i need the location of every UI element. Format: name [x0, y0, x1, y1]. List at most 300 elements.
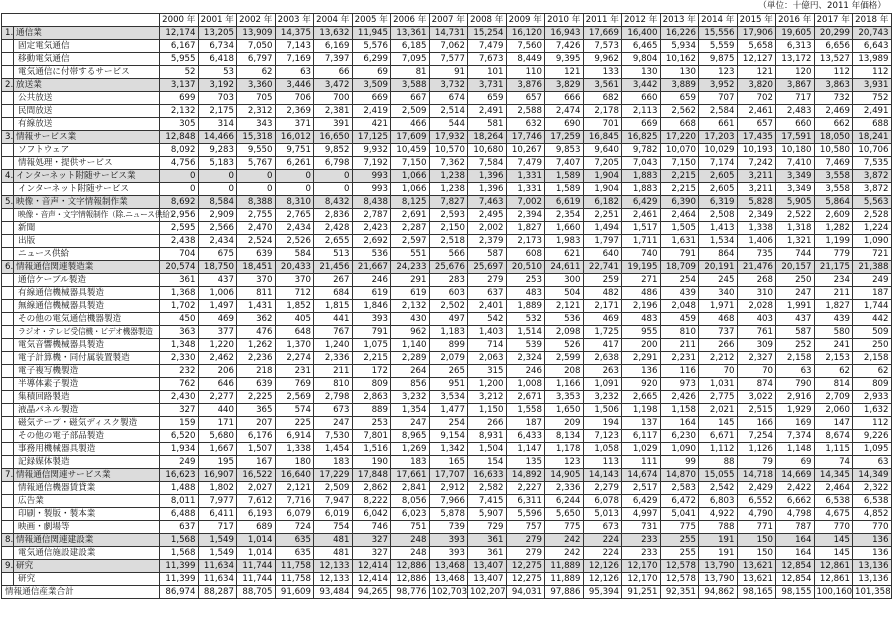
- table-row: [2, 222, 892, 235]
- value-cell: 13,909: [237, 27, 276, 40]
- value-cell: 365: [237, 404, 276, 417]
- value-cell: 6,798: [314, 157, 353, 170]
- value-cell: 587: [468, 248, 507, 261]
- value-cell: 12,578: [660, 560, 699, 573]
- value-cell: 955: [622, 326, 661, 339]
- value-cell: 2,584: [699, 105, 738, 118]
- value-cell: 154: [468, 456, 507, 469]
- value-cell: 3,349: [776, 183, 815, 196]
- value-cell: 1,632: [853, 404, 892, 417]
- value-cell: 2,225: [237, 391, 276, 404]
- value-cell: 4,798: [776, 508, 815, 521]
- row-label: ニュース供給: [14, 248, 160, 261]
- value-cell: 2,599: [545, 352, 584, 365]
- year-header: 2011 年: [583, 14, 622, 27]
- value-cell: 7,426: [545, 40, 584, 53]
- value-cell: 3,212: [468, 391, 507, 404]
- value-cell: 363: [160, 326, 199, 339]
- category-row: [2, 131, 892, 144]
- value-cell: 1,883: [622, 183, 661, 196]
- value-cell: 2,542: [699, 482, 738, 495]
- value-cell: 657: [506, 92, 545, 105]
- row-label: インターネット附随サービス: [14, 183, 160, 196]
- value-cell: 5,934: [660, 40, 699, 53]
- value-cell: 22,741: [583, 261, 622, 274]
- value-cell: 164: [776, 547, 815, 560]
- value-cell: 1,321: [776, 235, 815, 248]
- value-cell: 13,989: [853, 53, 892, 66]
- value-cell: 2,474: [545, 105, 584, 118]
- value-cell: 164: [660, 417, 699, 430]
- value-cell: 7,174: [699, 157, 738, 170]
- value-cell: 1,934: [160, 443, 199, 456]
- value-cell: 241: [814, 339, 853, 352]
- row-index: [2, 313, 14, 326]
- table-row: [2, 248, 892, 261]
- value-cell: 5,828: [737, 196, 776, 209]
- value-cell: 705: [237, 92, 276, 105]
- value-cell: 6,313: [776, 40, 815, 53]
- value-cell: 7,827: [429, 196, 468, 209]
- value-cell: 1,406: [737, 235, 776, 248]
- value-cell: 166: [737, 417, 776, 430]
- value-cell: 779: [814, 248, 853, 261]
- value-cell: 731: [622, 521, 661, 534]
- value-cell: 469: [583, 313, 622, 326]
- value-cell: 717: [776, 92, 815, 105]
- value-cell: 6,244: [545, 495, 584, 508]
- value-cell: 2,583: [660, 482, 699, 495]
- value-cell: 962: [391, 326, 430, 339]
- value-cell: 6,538: [853, 495, 892, 508]
- value-cell: 110: [506, 66, 545, 79]
- value-cell: 24,611: [545, 261, 584, 274]
- value-cell: 7,169: [275, 53, 314, 66]
- value-cell: 3,442: [622, 79, 661, 92]
- value-cell: 62: [853, 365, 892, 378]
- value-cell: 7,242: [737, 157, 776, 170]
- value-cell: 211: [314, 365, 353, 378]
- value-cell: 13,407: [468, 573, 507, 586]
- value-cell: 889: [352, 404, 391, 417]
- value-cell: 469: [198, 313, 237, 326]
- value-cell: 218: [237, 365, 276, 378]
- row-label: ラジオ・テレビ受信機・ビデオ機器製造: [14, 326, 160, 339]
- value-cell: 1,514: [506, 326, 545, 339]
- row-label: 電気音響機械器具製造: [14, 339, 160, 352]
- table-row: [2, 482, 892, 495]
- value-cell: 70: [737, 365, 776, 378]
- row-index: 5.: [2, 196, 14, 209]
- value-cell: 18,750: [198, 261, 237, 274]
- value-cell: 751: [391, 521, 430, 534]
- value-cell: 5,878: [429, 508, 468, 521]
- value-cell: 689: [237, 521, 276, 534]
- value-cell: 2,060: [814, 404, 853, 417]
- row-index: [2, 365, 14, 378]
- value-cell: 113: [583, 456, 622, 469]
- value-cell: 544: [429, 118, 468, 131]
- value-cell: 1,075: [352, 339, 391, 352]
- value-cell: 1,008: [506, 378, 545, 391]
- value-cell: 587: [776, 326, 815, 339]
- value-cell: 136: [853, 534, 892, 547]
- row-index: [2, 92, 14, 105]
- value-cell: 2,514: [429, 105, 468, 118]
- value-cell: 120: [776, 66, 815, 79]
- value-cell: 417: [583, 339, 622, 352]
- value-cell: 16,640: [275, 469, 314, 482]
- table-row: [2, 300, 892, 313]
- row-label: 研究: [14, 573, 160, 586]
- value-cell: 1,095: [853, 443, 892, 456]
- value-cell: 483: [622, 313, 661, 326]
- value-cell: 673: [583, 521, 622, 534]
- value-cell: 1,238: [429, 170, 468, 183]
- value-cell: 9,226: [853, 430, 892, 443]
- value-cell: 268: [737, 274, 776, 287]
- value-cell: 102,703: [429, 586, 468, 599]
- value-cell: 1,516: [352, 443, 391, 456]
- row-index: 8.: [2, 534, 14, 547]
- value-cell: 584: [275, 248, 314, 261]
- value-cell: 17,906: [737, 27, 776, 40]
- value-cell: 279: [506, 547, 545, 560]
- row-index: [2, 300, 14, 313]
- value-cell: 482: [583, 287, 622, 300]
- value-cell: 7,123: [583, 430, 622, 443]
- value-cell: 11,634: [198, 560, 237, 573]
- value-cell: 2,098: [545, 326, 584, 339]
- value-cell: 377: [198, 326, 237, 339]
- row-index: [2, 40, 14, 53]
- value-cell: 7,977: [198, 495, 237, 508]
- value-cell: 2,593: [429, 209, 468, 222]
- value-cell: 2,175: [198, 105, 237, 118]
- value-cell: 536: [352, 248, 391, 261]
- value-cell: 6,411: [198, 508, 237, 521]
- value-cell: 2,132: [391, 300, 430, 313]
- value-cell: 8,125: [391, 196, 430, 209]
- value-cell: 267: [314, 274, 353, 287]
- value-cell: 300: [545, 274, 584, 287]
- value-cell: 0: [237, 170, 276, 183]
- value-cell: 99: [660, 456, 699, 469]
- value-cell: 1,488: [160, 482, 199, 495]
- value-cell: 266: [468, 417, 507, 430]
- value-cell: 150: [737, 547, 776, 560]
- value-cell: 6,078: [583, 495, 622, 508]
- value-cell: 2,158: [776, 352, 815, 365]
- table-row: [2, 573, 892, 586]
- value-cell: 13,407: [468, 560, 507, 573]
- row-index: [2, 404, 14, 417]
- category-row: [2, 560, 892, 573]
- value-cell: 5,013: [583, 508, 622, 521]
- value-cell: 1,904: [583, 170, 622, 183]
- value-cell: 660: [622, 92, 661, 105]
- value-cell: 17,609: [391, 131, 430, 144]
- value-cell: 5,680: [198, 430, 237, 443]
- value-cell: 291: [391, 274, 430, 287]
- value-cell: 729: [468, 521, 507, 534]
- value-cell: 6,176: [237, 430, 276, 443]
- value-cell: 20,743: [853, 27, 892, 40]
- row-index: [2, 66, 14, 79]
- value-cell: 2,227: [506, 482, 545, 495]
- value-cell: 8,092: [160, 144, 199, 157]
- table-row: [2, 352, 892, 365]
- value-cell: 20,191: [699, 261, 738, 274]
- value-cell: 874: [737, 378, 776, 391]
- value-cell: 3,876: [506, 79, 545, 92]
- table-row: [2, 53, 892, 66]
- value-cell: 809: [352, 378, 391, 391]
- value-cell: 7,801: [352, 430, 391, 443]
- value-cell: 13,632: [314, 27, 353, 40]
- value-cell: 1,504: [468, 443, 507, 456]
- value-cell: 253: [352, 417, 391, 430]
- value-cell: 2,336: [545, 482, 584, 495]
- value-cell: 62: [237, 66, 276, 79]
- value-cell: 536: [545, 313, 584, 326]
- value-cell: 619: [391, 287, 430, 300]
- value-cell: 2,528: [853, 209, 892, 222]
- value-cell: 81: [391, 66, 430, 79]
- value-cell: 62: [814, 365, 853, 378]
- value-cell: 1,240: [314, 339, 353, 352]
- value-cell: 14,870: [660, 469, 699, 482]
- value-cell: 639: [237, 248, 276, 261]
- value-cell: 16,907: [198, 469, 237, 482]
- value-cell: 314: [198, 118, 237, 131]
- value-cell: 25,697: [468, 261, 507, 274]
- row-index: 3.: [2, 131, 14, 144]
- value-cell: 20,574: [160, 261, 199, 274]
- value-cell: 17,932: [429, 131, 468, 144]
- value-cell: 2,171: [583, 300, 622, 313]
- value-cell: 674: [429, 92, 468, 105]
- value-cell: 232: [160, 365, 199, 378]
- value-cell: 788: [699, 521, 738, 534]
- year-header: 2006 年: [391, 14, 430, 27]
- value-cell: 1,744: [853, 300, 892, 313]
- value-cell: 2,274: [275, 352, 314, 365]
- row-label: 映画・劇場等: [14, 521, 160, 534]
- value-cell: 6,433: [506, 430, 545, 443]
- value-cell: 20,299: [814, 27, 853, 40]
- row-label: 無線通信機械器具製造: [14, 300, 160, 313]
- value-cell: 3,872: [853, 183, 892, 196]
- table-row: [2, 118, 892, 131]
- value-cell: 66: [314, 66, 353, 79]
- value-cell: 130: [622, 66, 661, 79]
- value-cell: 310: [737, 287, 776, 300]
- value-cell: 1,983: [545, 235, 584, 248]
- row-label: 集積回路製造: [14, 391, 160, 404]
- value-cell: 7,043: [622, 157, 661, 170]
- table-row: [2, 144, 892, 157]
- value-cell: 1,354: [391, 404, 430, 417]
- value-cell: 3,349: [776, 170, 815, 183]
- row-label: 事務用機械器具製造: [14, 443, 160, 456]
- value-cell: 271: [622, 274, 661, 287]
- value-cell: 4,790: [737, 508, 776, 521]
- value-cell: 1,589: [545, 183, 584, 196]
- row-label: 民間放送: [14, 105, 160, 118]
- table-row: [2, 443, 892, 456]
- table-row: [2, 326, 892, 339]
- value-cell: 6,734: [198, 40, 237, 53]
- row-index: [2, 573, 14, 586]
- value-cell: 5,864: [814, 196, 853, 209]
- value-cell: 180: [275, 456, 314, 469]
- value-cell: 1,200: [468, 378, 507, 391]
- table-row: [2, 235, 892, 248]
- value-cell: 648: [275, 326, 314, 339]
- value-cell: 74: [814, 456, 853, 469]
- value-cell: 7,584: [468, 157, 507, 170]
- category-row: [2, 79, 892, 92]
- value-cell: 12,854: [776, 560, 815, 573]
- value-cell: 2,426: [660, 391, 699, 404]
- value-cell: 5,041: [660, 508, 699, 521]
- value-cell: 4,675: [814, 508, 853, 521]
- value-cell: 1,929: [776, 404, 815, 417]
- value-cell: 94,862: [699, 586, 738, 599]
- value-cell: 1,090: [660, 443, 699, 456]
- value-cell: 1,815: [314, 300, 353, 313]
- value-cell: 101,358: [853, 586, 892, 599]
- value-cell: 744: [776, 248, 815, 261]
- row-index: [2, 209, 14, 222]
- row-label: 通信業: [14, 27, 160, 40]
- value-cell: 7,530: [314, 430, 353, 443]
- value-cell: 2,566: [198, 222, 237, 235]
- value-cell: 810: [314, 378, 353, 391]
- value-cell: 5,576: [352, 40, 391, 53]
- value-cell: 682: [583, 92, 622, 105]
- value-cell: 1,150: [468, 404, 507, 417]
- value-cell: 770: [853, 521, 892, 534]
- value-cell: 10,680: [468, 144, 507, 157]
- value-cell: 2,215: [660, 170, 699, 183]
- value-cell: 2,671: [506, 391, 545, 404]
- value-cell: 752: [853, 92, 892, 105]
- value-cell: 688: [853, 118, 892, 131]
- value-cell: 2,379: [468, 235, 507, 248]
- value-cell: 1,199: [814, 235, 853, 248]
- table-row: [2, 183, 892, 196]
- value-cell: 702: [737, 92, 776, 105]
- value-cell: 2,434: [198, 235, 237, 248]
- value-cell: 16,226: [660, 27, 699, 40]
- value-cell: 8,692: [160, 196, 199, 209]
- value-cell: 2,434: [275, 222, 314, 235]
- value-cell: 95,394: [583, 586, 622, 599]
- value-cell: 2,755: [237, 209, 276, 222]
- value-cell: 14,905: [545, 469, 584, 482]
- value-cell: 393: [429, 534, 468, 547]
- value-cell: 864: [699, 248, 738, 261]
- value-cell: 18,451: [237, 261, 276, 274]
- value-cell: 121: [545, 66, 584, 79]
- value-cell: 1,477: [429, 404, 468, 417]
- value-cell: 10,162: [660, 53, 699, 66]
- value-cell: 732: [814, 92, 853, 105]
- value-cell: 98,155: [776, 586, 815, 599]
- value-cell: 17,435: [737, 131, 776, 144]
- value-cell: 340: [699, 287, 738, 300]
- value-cell: 12,126: [583, 560, 622, 573]
- value-cell: 305: [160, 118, 199, 131]
- value-cell: 17,203: [699, 131, 738, 144]
- value-cell: 3,889: [660, 79, 699, 92]
- value-cell: 194: [583, 417, 622, 430]
- value-cell: 581: [468, 118, 507, 131]
- value-cell: 123: [545, 456, 584, 469]
- value-cell: 2,464: [814, 482, 853, 495]
- value-cell: 2,048: [660, 300, 699, 313]
- value-cell: 2,582: [468, 482, 507, 495]
- value-cell: 3,232: [583, 391, 622, 404]
- value-cell: 208: [545, 365, 584, 378]
- value-cell: 242: [545, 534, 584, 547]
- value-cell: 2,691: [391, 209, 430, 222]
- year-header: 2013 年: [660, 14, 699, 27]
- value-cell: 6,472: [660, 495, 699, 508]
- value-cell: 440: [198, 404, 237, 417]
- value-cell: 3,820: [737, 79, 776, 92]
- value-cell: 133: [583, 66, 622, 79]
- value-cell: 13,205: [198, 27, 237, 40]
- value-cell: 1,660: [545, 222, 584, 235]
- value-cell: 63: [853, 456, 892, 469]
- value-cell: 327: [352, 547, 391, 560]
- value-cell: 2,277: [198, 391, 237, 404]
- value-cell: 17,229: [314, 469, 353, 482]
- value-cell: 2,401: [468, 300, 507, 313]
- value-cell: 2,153: [814, 352, 853, 365]
- value-cell: 91: [429, 66, 468, 79]
- value-cell: 327: [352, 534, 391, 547]
- value-cell: 1,589: [545, 170, 584, 183]
- value-cell: 7,397: [314, 53, 353, 66]
- value-cell: 2,079: [429, 352, 468, 365]
- value-cell: 225: [275, 417, 314, 430]
- value-cell: 2,562: [660, 105, 699, 118]
- value-cell: 2,312: [237, 105, 276, 118]
- year-header: 2008 年: [468, 14, 507, 27]
- value-cell: 21,175: [814, 261, 853, 274]
- value-cell: 10,580: [814, 144, 853, 157]
- year-header: 2001 年: [198, 14, 237, 27]
- row-index: [2, 430, 14, 443]
- value-cell: 717: [198, 521, 237, 534]
- table-row: [2, 313, 892, 326]
- value-cell: 6,552: [737, 495, 776, 508]
- value-cell: 24,233: [391, 261, 430, 274]
- value-cell: 7,095: [391, 53, 430, 66]
- table-row: [2, 456, 892, 469]
- value-cell: 16,012: [275, 131, 314, 144]
- value-cell: 13,790: [699, 573, 738, 586]
- value-cell: 1,178: [545, 443, 584, 456]
- category-row: [2, 261, 892, 274]
- value-cell: 2,933: [853, 391, 892, 404]
- value-cell: 16,845: [583, 131, 622, 144]
- row-index: [2, 547, 14, 560]
